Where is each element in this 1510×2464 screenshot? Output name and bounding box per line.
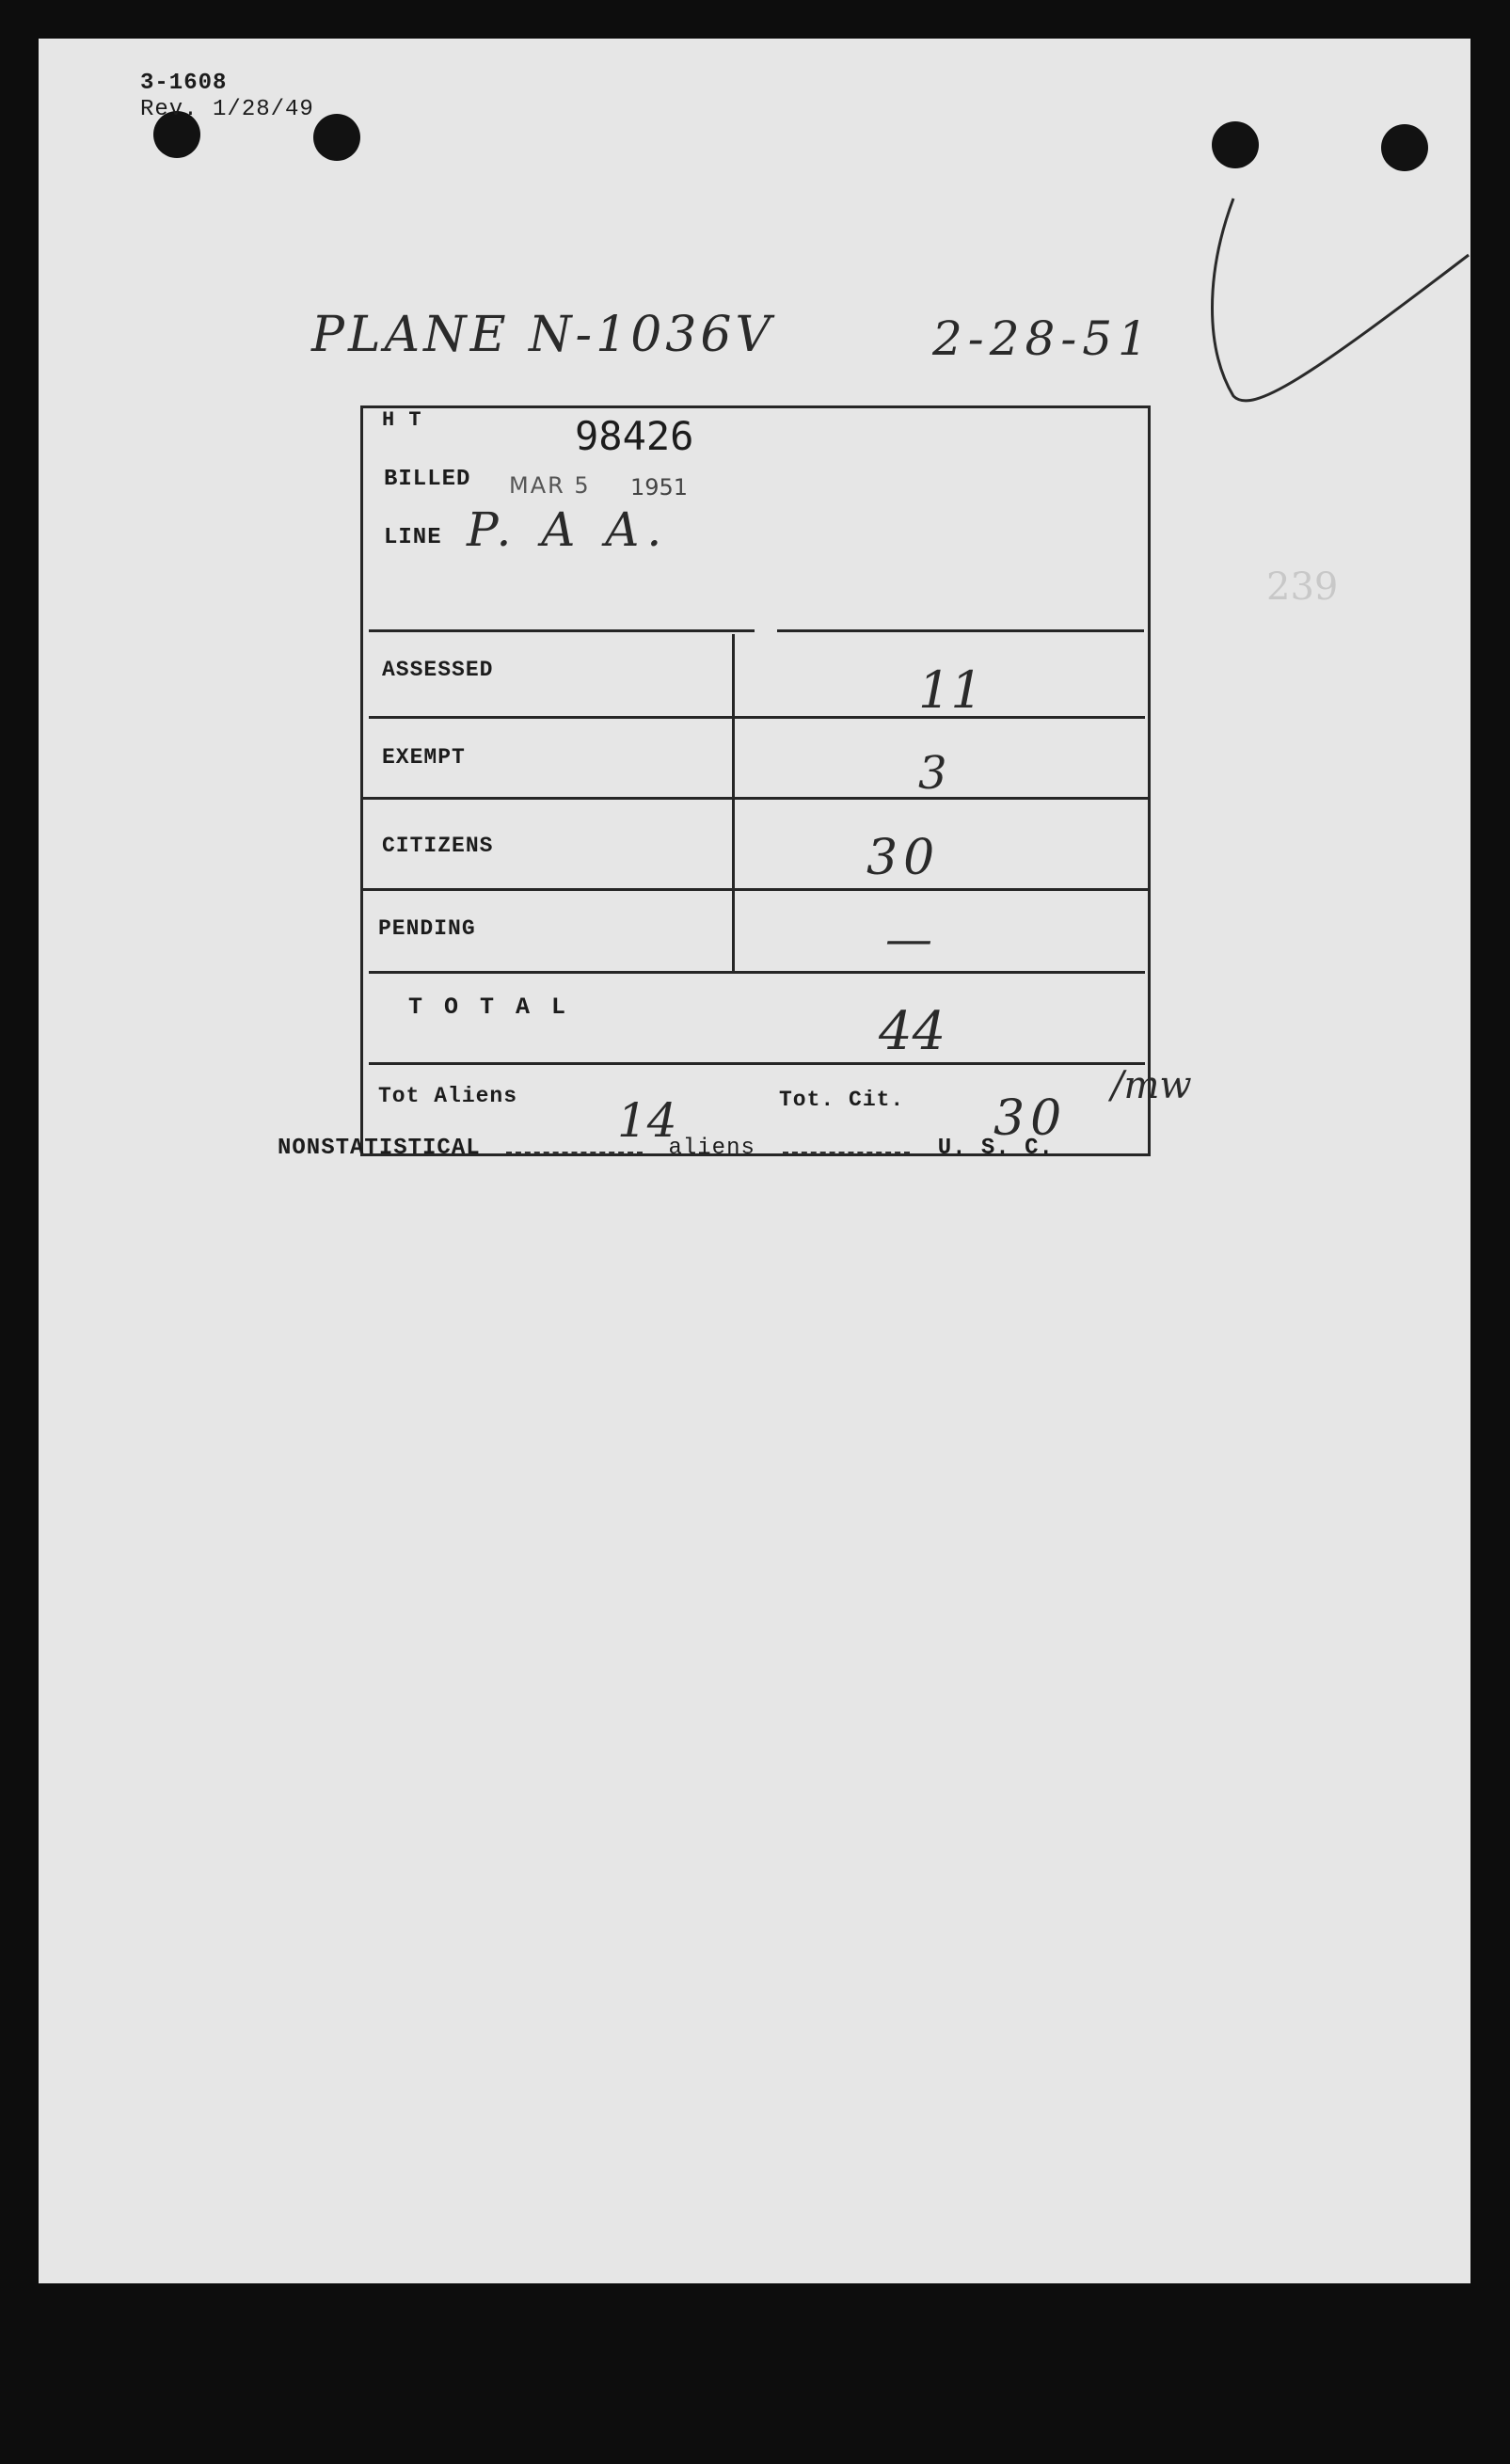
table-rule <box>369 971 1145 974</box>
table-rule <box>777 629 1144 632</box>
ht-label: H T <box>382 408 422 432</box>
nonstatistical-line <box>278 1135 1054 1161</box>
billed-year-stamp: 1951 <box>630 474 689 501</box>
usc-label: U. S. C. <box>937 1136 1054 1161</box>
clerk-initials: /mw <box>1111 1064 1192 1107</box>
ht-value: 98426 <box>575 413 694 459</box>
table-rule <box>369 716 1145 719</box>
document-page <box>39 39 1470 2283</box>
nonstatistical-label: NONSTATISTICAL <box>278 1136 481 1161</box>
usc-count-blank <box>783 1135 910 1153</box>
punch-hole <box>313 114 360 161</box>
check-mark <box>1196 161 1478 443</box>
citizens-label: CITIZENS <box>382 834 494 858</box>
tot-aliens-value: 14 <box>617 1093 677 1148</box>
exempt-label: EXEMPT <box>382 745 466 770</box>
assessed-label: ASSESSED <box>382 658 494 682</box>
summary-box <box>360 405 1151 1156</box>
tot-cit-label: Tot. Cit. <box>779 1088 905 1112</box>
line-label: LINE <box>384 525 442 550</box>
table-rule <box>369 629 755 632</box>
form-number: 3-1608 <box>140 71 228 96</box>
total-value: 44 <box>879 1001 946 1062</box>
assessed-value: 11 <box>918 660 983 720</box>
pending-value: — <box>885 912 932 966</box>
pending-label: PENDING <box>378 916 476 941</box>
aliens-label: aliens <box>668 1136 755 1161</box>
table-rule <box>363 797 1149 800</box>
table-divider <box>732 634 735 971</box>
aliens-count-blank <box>506 1135 643 1153</box>
table-rule <box>369 1062 1145 1065</box>
line-value: P. A A. <box>467 502 670 557</box>
plane-number: PLANE N-1036V <box>311 307 775 363</box>
stamp-number: 239 <box>1266 565 1339 609</box>
billed-label: BILLED <box>384 467 471 492</box>
total-label: T O T A L <box>408 994 570 1021</box>
form-revision: Rev. 1/28/49 <box>140 97 314 122</box>
table-rule <box>363 888 1149 891</box>
citizens-value: 30 <box>866 830 941 886</box>
header-date: 2-28-51 <box>932 311 1153 366</box>
tot-cit-value: 30 <box>993 1090 1068 1147</box>
tot-aliens-label: Tot Aliens <box>378 1084 518 1108</box>
exempt-value: 3 <box>918 747 947 800</box>
billed-date-stamp: MAR 5 <box>509 472 591 499</box>
